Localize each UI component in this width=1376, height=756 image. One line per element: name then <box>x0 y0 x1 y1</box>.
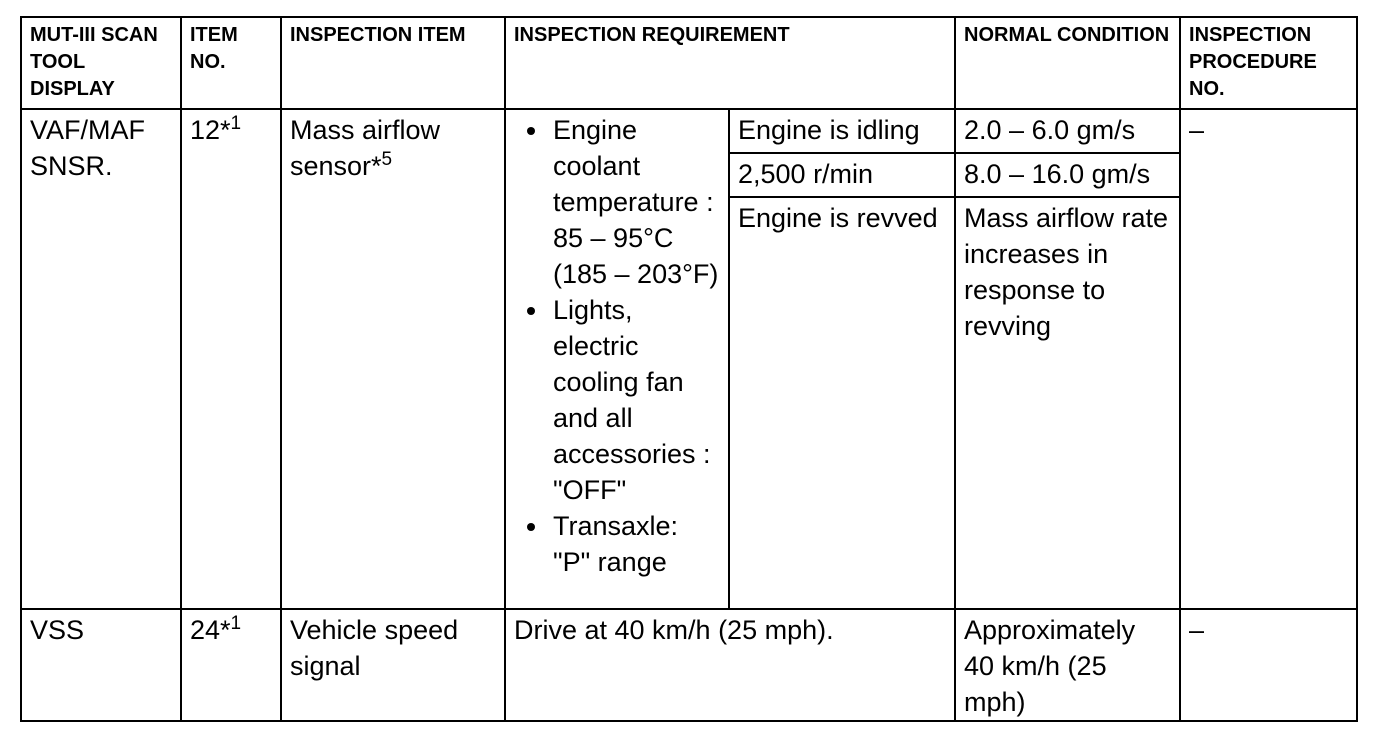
cell-state-idling: Engine is idling <box>729 109 955 153</box>
table-row-maf <box>21 109 1357 153</box>
procedure-dash: – <box>1189 615 1205 645</box>
cell-procedure-maf <box>1180 109 1357 609</box>
item-no-text: 12* <box>190 115 231 145</box>
cell-display-maf <box>21 109 181 609</box>
item-no-footnote: 1 <box>230 613 242 634</box>
header-display: MUT-III SCAN TOOL DISPLAY <box>21 17 181 109</box>
table-row-vss <box>21 609 1357 721</box>
header-normal-condition: NORMAL CONDITION <box>955 17 1180 109</box>
header-inspection-requirement: INSPECTION REQUIREMENT <box>505 17 955 109</box>
cell-normal-vss: Approximately 40 km/h (25 mph) <box>955 609 1180 721</box>
header-item-no: ITEM NO. <box>181 17 281 109</box>
requirement-item: Engine coolant temperature : 85 – 95°C (185 – 203°F) <box>514 112 720 292</box>
cell-normal-2500: 8.0 – 16.0 gm/s <box>955 153 1180 197</box>
cell-item-no-maf <box>181 109 281 609</box>
cell-display-vss: VSS <box>21 609 181 721</box>
procedure-dash: – <box>1189 115 1205 145</box>
header-procedure-no: INSPECTION PROCEDURE NO. <box>1180 17 1357 109</box>
item-no-footnote: 1 <box>230 113 242 134</box>
cell-state-revved: Engine is revved <box>729 197 955 609</box>
cell-inspection-item-maf <box>281 109 505 609</box>
display-text: VAF/MAF SNSR. <box>30 115 146 181</box>
cell-requirement-list <box>505 109 729 609</box>
requirement-item: Transaxle: "P" range <box>514 508 720 580</box>
cell-procedure-vss <box>1180 609 1357 721</box>
inspection-item-text: Mass airflow sensor* <box>290 115 441 181</box>
cell-normal-revved: Mass airflow rate increases in response to revving <box>955 197 1180 609</box>
header-inspection-item: INSPECTION ITEM <box>281 17 505 109</box>
cell-item-no-vss <box>181 609 281 721</box>
item-no-text: 24* <box>190 615 231 645</box>
cell-state-2500: 2,500 r/min <box>729 153 955 197</box>
requirement-item: Lights, electric cooling fan and all accessories : "OFF" <box>514 292 720 508</box>
cell-inspection-item-vss: Vehicle speed signal <box>281 609 505 721</box>
cell-normal-idling: 2.0 – 6.0 gm/s <box>955 109 1180 153</box>
cell-requirement-vss: Drive at 40 km/h (25 mph). <box>505 609 955 721</box>
inspection-item-footnote: 5 <box>381 149 393 170</box>
inspection-table-container <box>20 16 1356 722</box>
header-row <box>21 17 1357 109</box>
requirement-list <box>514 112 720 580</box>
inspection-table <box>20 16 1358 722</box>
